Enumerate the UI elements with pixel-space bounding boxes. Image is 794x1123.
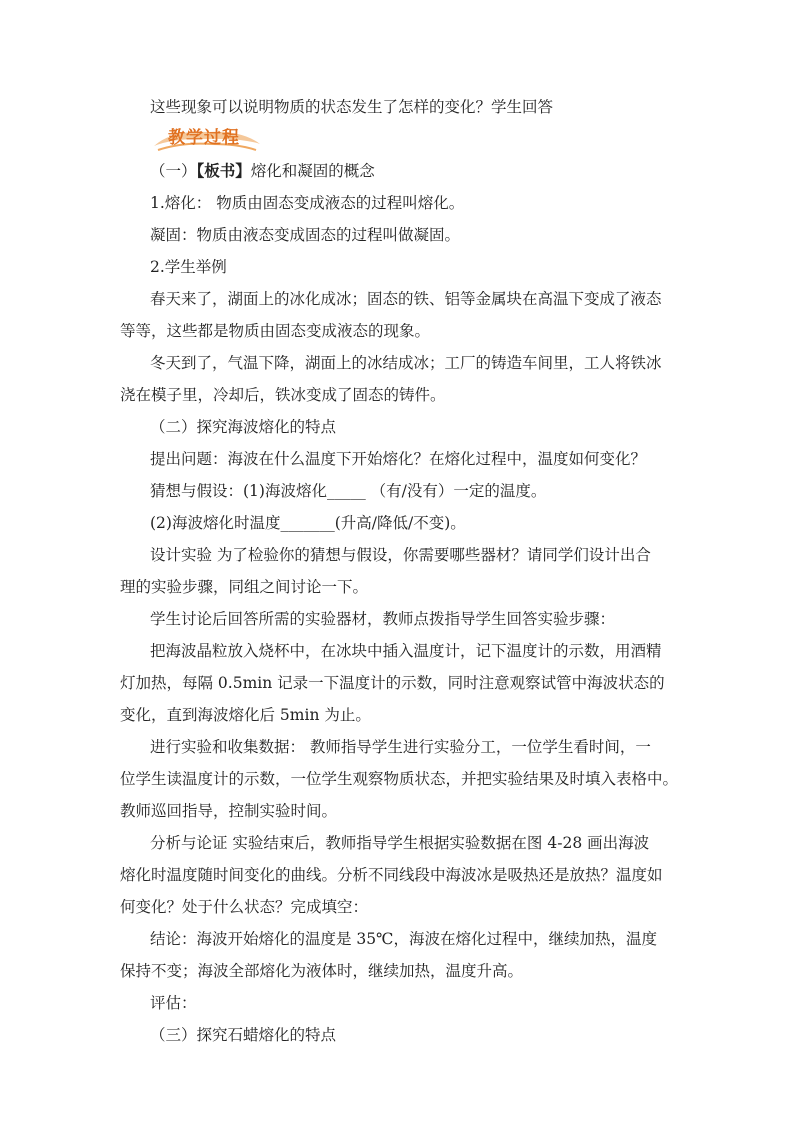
text-line: 保持不变；海波全部熔化为液体时，继续加热，温度升高。 — [120, 962, 524, 980]
text-line: 1.熔化： 物质由固态变成液态的过程叫熔化。 — [150, 194, 465, 212]
text-line: 进行实验和收集数据： 教师指导学生进行实验分工，一位学生看时间，一 — [150, 738, 651, 756]
text-line: 2.学生举例 — [150, 258, 227, 276]
heading-text: 熔化和凝固的概念 — [250, 162, 375, 180]
heading-prefix: （一） — [150, 162, 197, 180]
text-line: 这些现象可以说明物质的状态发生了怎样的变化？学生回答 — [150, 98, 554, 116]
heading-bold-tag: 【板书】 — [196, 161, 251, 180]
text-line: 浇在模子里，冷却后，铁冰变成了固态的铸件。 — [120, 386, 446, 404]
text-line: 学生讨论后回答所需的实验器材，教师点拨指导学生回答实验步骤： — [150, 610, 616, 628]
text-line: 把海波晶粒放入烧杯中，在冰块中插入温度计，记下温度计的示数，用酒精 — [150, 642, 662, 660]
text-line: 分析与论证 实验结束后，教师指导学生根据实验数据在图 4-28 画出海波 — [150, 834, 650, 852]
section-heading-3: （三）探究石蜡熔化的特点 — [150, 1026, 337, 1044]
text-line: 凝固：物质由液态变成固态的过程叫做凝固。 — [150, 226, 461, 244]
text-line: 提出问题：海波在什么温度下开始熔化？在熔化过程中，温度如何变化？ — [150, 450, 647, 468]
text-line: 春天来了，湖面上的冰化成冰；固态的铁、铝等金属块在高温下变成了液态 — [150, 290, 662, 308]
text-line: 教师巡回指导，控制实验时间。 — [120, 802, 338, 820]
section-banner-title: 教学过程 — [168, 128, 240, 148]
text-line: 评估： — [150, 994, 197, 1012]
section-heading-2: （二）探究海波熔化的特点 — [150, 418, 337, 436]
text-line: 理的实验步骤，同组之间讨论一下。 — [120, 578, 369, 596]
text-line: 位学生读温度计的示数，一位学生观察物质状态，并把实验结果及时填入表格中。 — [120, 770, 679, 788]
text-line: 熔化时温度随时间变化的曲线。分析不同线段中海波冰是吸热还是放热？温度如 — [120, 866, 663, 884]
text-line: 等等，这些都是物质由固态变成液态的现象。 — [120, 322, 431, 340]
text-line: 何变化？处于什么状态？完成填空： — [120, 898, 369, 916]
text-line: (2)海波熔化时温度_______(升高/降低/不变)。 — [150, 514, 466, 532]
section-heading-1 — [150, 160, 375, 182]
text-line: 设计实验 为了检验你的猜想与假设，你需要哪些器材？请同学们设计出合 — [150, 546, 651, 564]
text-line: 灯加热，每隔 0.5min 记录一下温度计的示数，同时注意观察试管中海波状态的 — [120, 674, 665, 692]
text-line: 变化，直到海波熔化后 5min 为止。 — [120, 706, 371, 724]
text-line: 冬天到了，气温下降，湖面上的冰结成冰；工厂的铸造车间里，工人将铁冰 — [150, 354, 662, 372]
text-line: 猜想与假设：(1)海波熔化_____ （有/没有）一定的温度。 — [150, 482, 547, 500]
text-line: 结论：海波开始熔化的温度是 35℃，海波在熔化过程中，继续加热，温度 — [150, 930, 657, 948]
